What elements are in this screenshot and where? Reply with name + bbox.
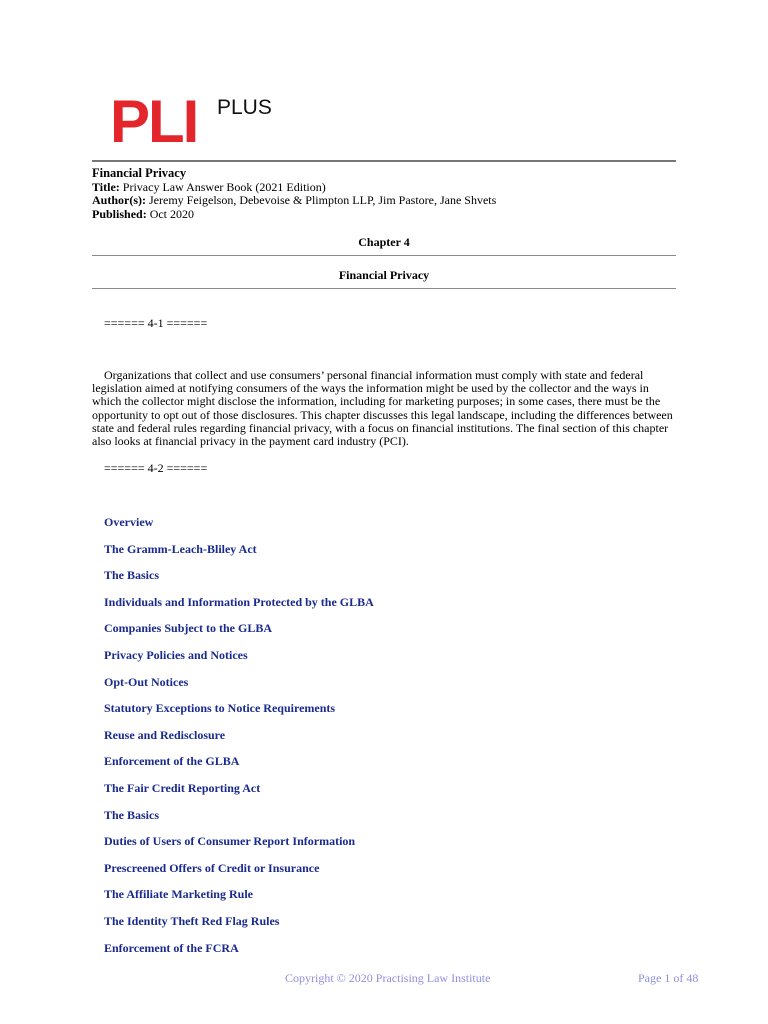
section-marker-4-2: ====== 4-2 ====== <box>104 461 208 475</box>
chapter-number: Chapter 4 <box>358 235 410 249</box>
toc-link[interactable]: Companies Subject to the GLBA <box>104 621 273 636</box>
section-marker-4-1: ====== 4-1 ====== <box>104 316 208 330</box>
authors-label: Author(s): <box>92 193 146 207</box>
title-line <box>92 181 496 195</box>
document-title: Financial Privacy <box>92 166 187 180</box>
title-value: Privacy Law Answer Book (2021 Edition) <box>119 179 326 194</box>
toc-link[interactable]: Enforcement of the GLBA <box>104 754 240 769</box>
toc-link[interactable]: The Fair Credit Reporting Act <box>104 780 261 795</box>
toc-link[interactable]: Individuals and Information Protected by the GLBA <box>104 594 374 609</box>
toc-link[interactable]: Enforcement of the FCRA <box>104 940 239 955</box>
chapter-divider-top <box>92 255 676 256</box>
toc-link[interactable]: The Affiliate Marketing Rule <box>104 887 253 902</box>
toc-link[interactable]: The Basics <box>104 807 160 822</box>
document-metadata <box>92 167 496 221</box>
toc-link[interactable]: Prescreened Offers of Credit or Insurance <box>104 860 320 875</box>
toc-link[interactable]: Overview <box>104 515 154 529</box>
toc-link[interactable]: The Identity Theft Red Flag Rules <box>104 913 280 928</box>
authors-line <box>92 194 496 208</box>
toc-link[interactable]: Statutory Exceptions to Notice Requirements <box>104 701 336 716</box>
toc-link[interactable]: The Gramm-Leach-Bliley Act <box>104 541 257 556</box>
table-of-contents <box>104 515 374 967</box>
chapter-divider-bottom <box>92 288 676 289</box>
toc-link[interactable]: Privacy Policies and Notices <box>104 647 248 662</box>
logo-brand: PLI <box>110 88 198 155</box>
published-line <box>92 208 496 222</box>
authors-value: Jeremy Feigelson, Debevoise & Plimpton LLP, Jim Pastore, Jane Shvets <box>146 193 497 207</box>
logo-suffix: PLUS <box>217 96 272 119</box>
toc-link[interactable]: Reuse and Redisclosure <box>104 727 226 742</box>
toc-link[interactable]: The Basics <box>104 568 160 583</box>
published-value: Oct 2020 <box>146 206 195 221</box>
footer-page-number: Page 1 of 48 <box>638 971 699 985</box>
header-divider <box>92 160 676 162</box>
footer-copyright: Copyright © 2020 Practising Law Institute <box>285 971 491 985</box>
intro-paragraph: Organizations that collect and use consumers’ personal financial information must comply with state and federal legislation aimed at notifying consumers of the ways the information might be used by the collector and the ways in which the collector might disclose the information, including for marketing purposes; in some cases, there must be the opportunity to opt out of those disclosures. This chapter discusses this legal landscape, including the differences between state and federal rules regarding financial privacy, with a focus on financial institutions. The final section of this chapter also looks at financial privacy in the payment card industry (PCI). <box>92 368 673 449</box>
title-label: Title: <box>92 179 120 194</box>
toc-link[interactable]: Opt-Out Notices <box>104 674 189 689</box>
chapter-title: Financial Privacy <box>338 268 430 282</box>
published-label: Published: <box>92 206 147 221</box>
toc-link[interactable]: Duties of Users of Consumer Report Information <box>104 834 356 849</box>
